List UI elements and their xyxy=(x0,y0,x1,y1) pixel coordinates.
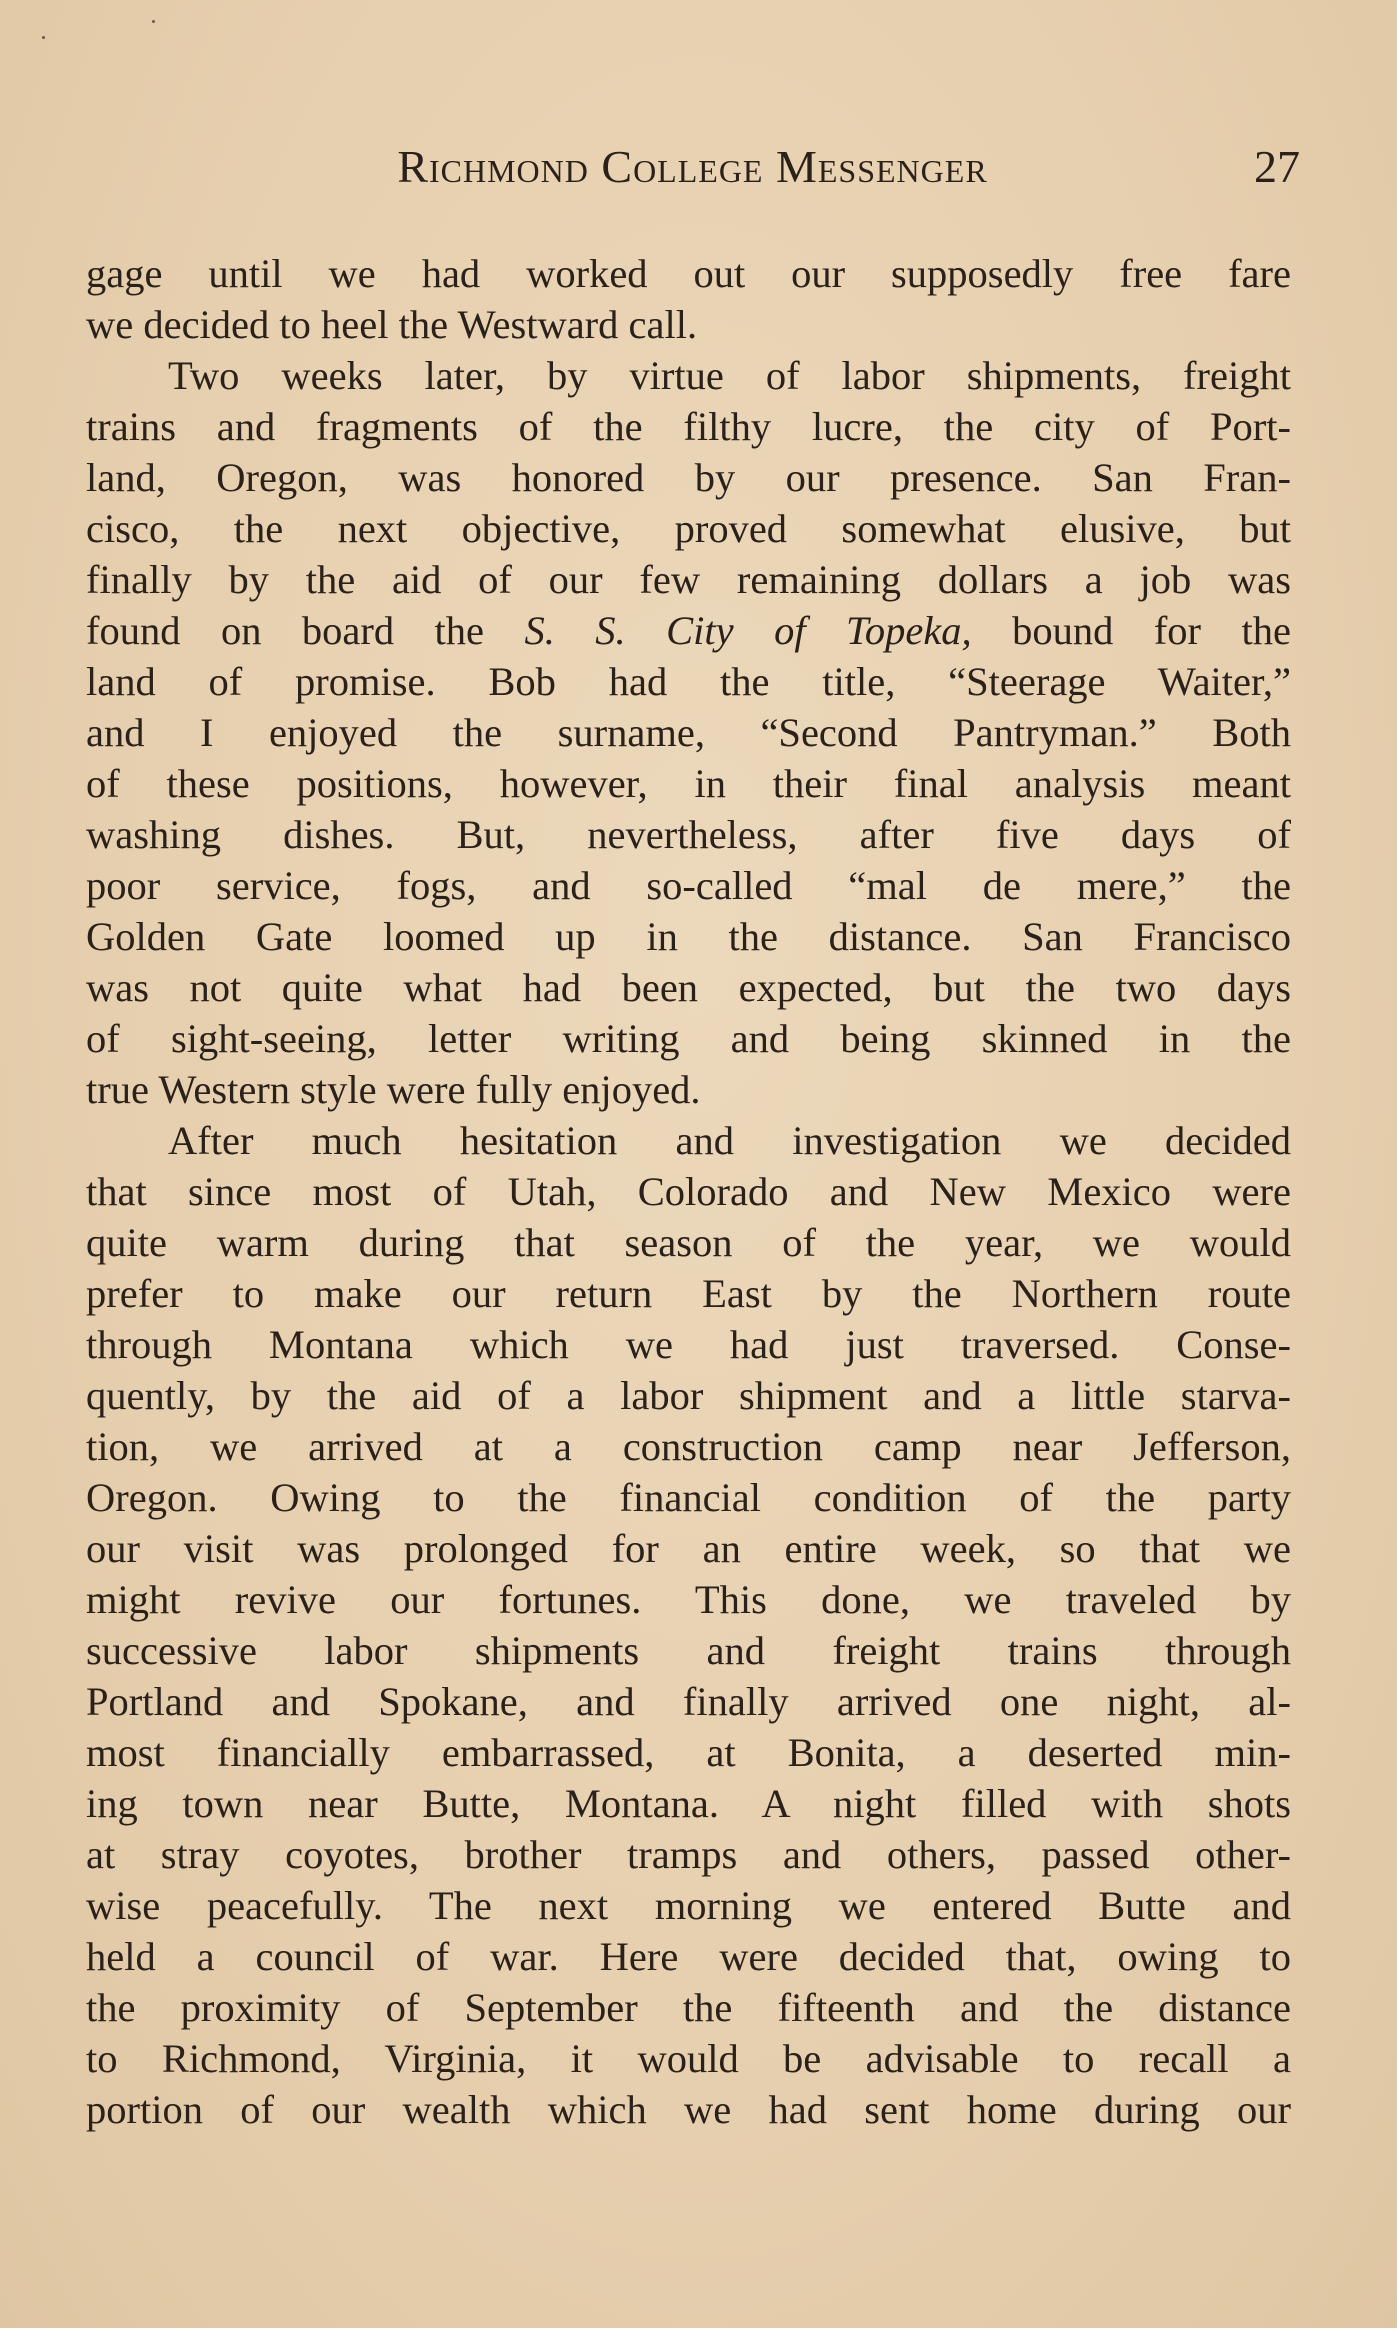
text-line: through Montana which we had just traversed. Conse- xyxy=(86,1322,1291,1367)
text-line: poor service, fogs, and so-called “mal de mere,” the xyxy=(86,863,1291,908)
text-line: land, Oregon, was honored by our presence. San Fran- xyxy=(86,455,1291,500)
paragraph-3 xyxy=(86,1115,1291,2135)
text-line: Portland and Spokane, and finally arrived one night, al- xyxy=(86,1679,1291,1724)
paragraph-2 xyxy=(86,350,1291,1115)
text-line: After much hesitation and investigation we decided xyxy=(168,1118,1291,1163)
text-line: most financially embarrassed, at Bonita, a deserted min- xyxy=(86,1730,1291,1775)
text-line: true Western style were fully enjoyed. xyxy=(86,1067,701,1112)
text-line: the proximity of September the fifteenth and the distance xyxy=(86,1985,1291,2030)
text-line: of these positions, however, in their final analysis meant xyxy=(86,761,1291,806)
text-line: Two weeks later, by virtue of labor shipments, freight xyxy=(168,353,1291,398)
text-line: and I enjoyed the surname, “Second Pantryman.” Both xyxy=(86,710,1291,755)
running-title: Richmond College Messenger xyxy=(397,141,988,192)
page-number: 27 xyxy=(1254,141,1300,192)
text-line: was not quite what had been expected, but the two days xyxy=(86,965,1291,1010)
text-line: quently, by the aid of a labor shipment and a little starva- xyxy=(86,1373,1291,1418)
text-line: to Richmond, Virginia, it would be advisable to recall a xyxy=(86,2036,1291,2081)
page-header xyxy=(85,140,1300,200)
text-line: gage until we had worked out our supposedly free fare xyxy=(86,251,1291,296)
text-line: prefer to make our return East by the Northern route xyxy=(86,1271,1291,1316)
text-line: at stray coyotes, brother tramps and others, passed other- xyxy=(86,1832,1291,1877)
ship-name: S. S. City of Topeka, xyxy=(524,608,972,653)
text-line: quite warm during that season of the year, we would xyxy=(86,1220,1291,1265)
text-line: trains and fragments of the filthy lucre, the city of Port- xyxy=(86,404,1291,449)
text-line: that since most of Utah, Colorado and New Mexico were xyxy=(86,1169,1291,1214)
text-line: washing dishes. But, nevertheless, after five days of xyxy=(86,812,1291,857)
text-line: wise peacefully. The next morning we entered Butte and xyxy=(86,1883,1291,1928)
text-line: of sight-seeing, letter writing and being skinned in the xyxy=(86,1016,1291,1061)
text-line: finally by the aid of our few remaining dollars a job was xyxy=(86,557,1291,602)
text-line: we decided to heel the Westward call. xyxy=(86,302,698,347)
text-line: Oregon. Owing to the financial condition of the party xyxy=(86,1475,1291,1520)
text-line: portion of our wealth which we had sent home during our xyxy=(86,2087,1291,2132)
text-line: tion, we arrived at a construction camp near Jefferson, xyxy=(86,1424,1291,1469)
body-text xyxy=(86,248,1291,2135)
text-line: might revive our fortunes. This done, we traveled by xyxy=(86,1577,1291,1622)
text-line: cisco, the next objective, proved somewhat elusive, but xyxy=(86,506,1291,551)
text-line: Golden Gate loomed up in the distance. San Francisco xyxy=(86,914,1291,959)
text-line: successive labor shipments and freight trains through xyxy=(86,1628,1291,1673)
paragraph-1 xyxy=(86,248,1291,350)
text-line: our visit was prolonged for an entire week, so that we xyxy=(86,1526,1291,1571)
text-line: land of promise. Bob had the title, “Steerage Waiter,” xyxy=(86,659,1291,704)
text-line: held a council of war. Here were decided that, owing to xyxy=(86,1934,1291,1979)
paper-speck xyxy=(42,36,45,39)
text-line: ing town near Butte, Montana. A night filled with shots xyxy=(86,1781,1291,1826)
paper-speck xyxy=(152,20,155,23)
text-line: found on board the S. S. City of Topeka, bound for the xyxy=(86,608,1291,653)
